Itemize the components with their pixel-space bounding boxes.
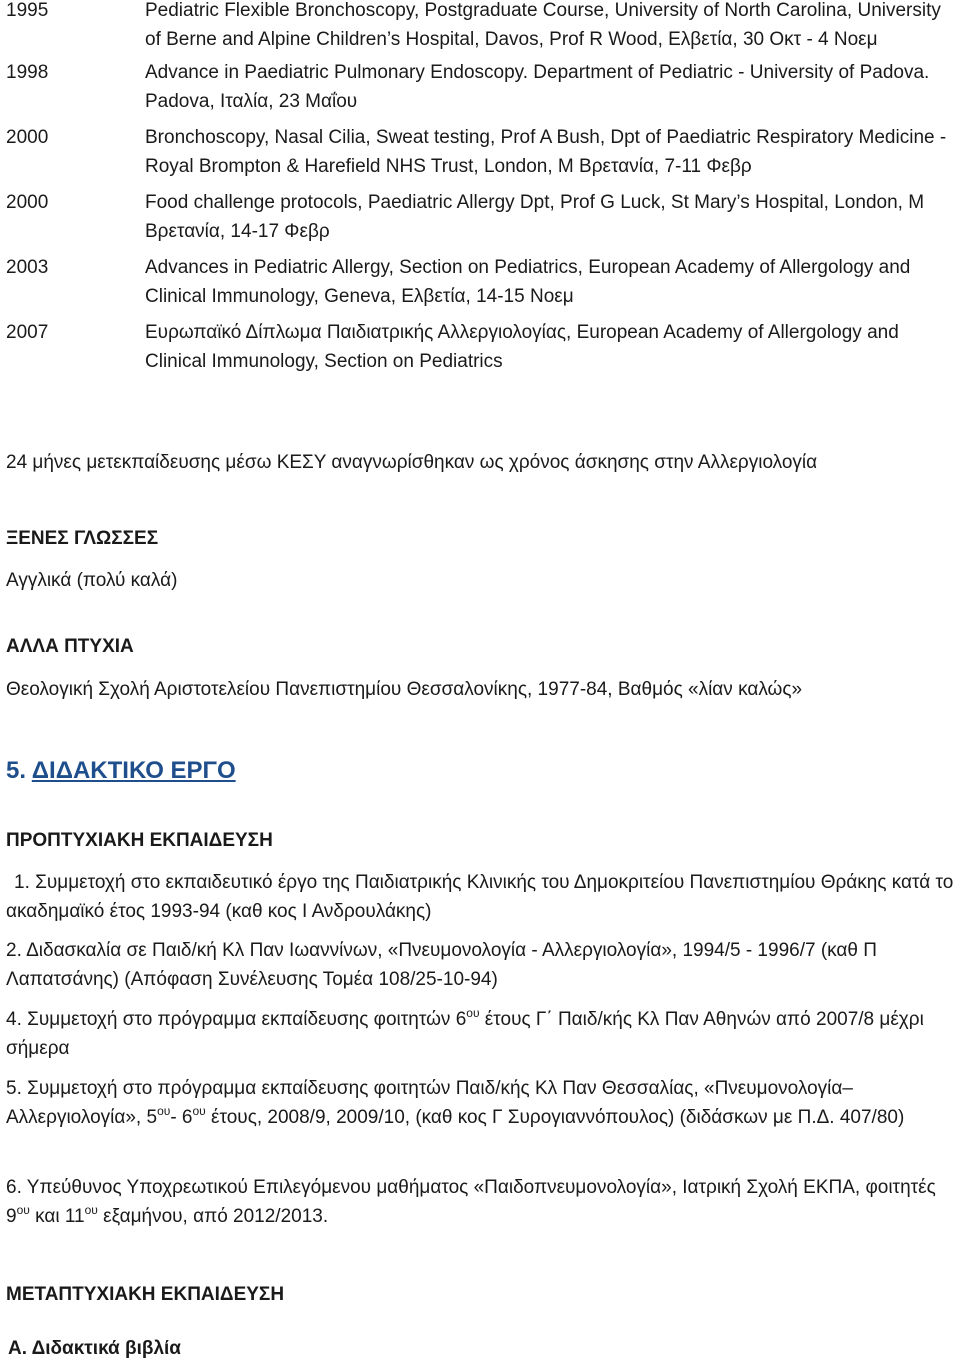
course-text: Food challenge protocols, Paediatric Allergy Dpt, Prof G Luck, St Mary’s Hospital, London, Μ Βρετανία, 14-17 Φεβρ — [145, 192, 925, 242]
course-year: 2000 — [6, 192, 49, 213]
course-year: 1995 — [6, 0, 49, 21]
languages-text: Αγγλικά (πολύ καλά) — [6, 570, 178, 591]
course-text: Bronchoscopy, Nasal Cilia, Sweat testing, Prof A Bush, Dpt of Paediatric Respiratory Medicine - Royal Brompton & Harefield NHS Trust, London, Μ Βρετανία, 7-11 Φεβρ — [145, 127, 947, 177]
undergrad-item-1: 1. Συμμετοχή στο εκπαιδευτικό έργο της Παιδιατρικής Κλινικής του Δημοκριτείου Πανεπιστημίου Θράκης κατά το ακαδημαϊκό έτος 1993-94 (καθ κος Ι Ανδρουλάκης) — [6, 872, 954, 922]
undergrad-item-6: 6. Υπεύθυνος Υποχρεωτικού Επιλεγόμενου μαθήματος «Παιδοπνευμονολογία», Ιατρική Σχολή ΕΚΠΑ, φοιτητές $9^{o\upsilon}$ και $11^{o\upsilon}$ εξαμήνου, από 2012/2013. — [6, 1177, 936, 1227]
postgrad-heading: ΜΕΤΑΠΤΥΧΙΑΚΗ ΕΚΠΑΙΔΕΥΣΗ — [6, 1284, 285, 1305]
course-entry — [6, 0, 956, 54]
undergrad-item-5: 5. Συμμετοχή στο πρόγραμμα εκπαίδευσης φοιτητών Παιδ/κής Κλ Παν Θεσσαλίας, «Πνευμονολογία– Αλλεργιολογία», $5^{o\upsilon}-$ $6^{o\upsilon}$ έτους, 2008/9, 2009/10, (καθ κος Γ Συρογιαννόπουλος) (διδάσκων με Π.Δ. 407/80) — [6, 1078, 905, 1128]
postgrad-subheading: Α. Διδακτικά βιβλία — [8, 1338, 181, 1359]
course-year: 2003 — [6, 257, 49, 278]
course-entry — [6, 188, 956, 246]
other-degrees-text: Θεολογική Σχολή Αριστοτελείου Πανεπιστημίου Θεσσαλονίκης, 1977-84, Βαθμός «λίαν καλώς» — [6, 679, 803, 700]
course-year: 1998 — [6, 62, 49, 83]
undergrad-item-4: 4. Συμμετοχή στο πρόγραμμα εκπαίδευσης φοιτητών $6^{o\upsilon}$ έτους Γ΄ Παιδ/κής Κλ Παν Αθηνών από 2007/8 μέχρι σήμερα — [6, 1006, 924, 1059]
course-text: Advances in Pediatric Allergy, Section on Pediatrics, European Academy of Allergology and Clinical Immunology, Geneva, Ελβετία, 14-15 Νοεμ — [145, 257, 911, 307]
course-entry — [6, 318, 956, 376]
course-year: 2000 — [6, 127, 49, 148]
course-entry — [6, 58, 956, 116]
section-title-text: ΔΙΔΑΚΤΙΚΟ ΕΡΓΟ — [31, 757, 236, 784]
training-note: 24 μήνες μετεκπαίδευσης μέσω ΚΕΣΥ αναγνωρίσθηκαν ως χρόνος άσκησης στην Αλλεργιολογία — [6, 452, 818, 473]
course-entry — [6, 253, 956, 311]
course-text: Ευρωπαϊκό Δίπλωμα Παιδιατρικής Αλλεργιολογίας, European Academy of Allergology and Clinical Immunology, Section on Pediatrics — [145, 322, 899, 372]
course-year: 2007 — [6, 322, 49, 343]
undergrad-heading: ΠΡΟΠΤΥΧΙΑΚΗ ΕΚΠΑΙΔΕΥΣΗ — [6, 830, 273, 851]
course-text: Advance in Paediatric Pulmonary Endoscopy. Department of Pediatric - University of Padova. Padova, Ιταλία, 23 Μαΐου — [145, 62, 930, 112]
section-title — [6, 754, 956, 788]
course-entry — [6, 123, 956, 181]
other-degrees-heading: ΑΛΛΑ ΠΤΥΧΙΑ — [6, 636, 134, 657]
course-text: Pediatric Flexible Bronchoscopy, Postgraduate Course, University of North Carolina, University of Berne and Alpine Children’s Hospital, Davos, Prof R Wood, Ελβετία, 30 Οκτ - 4 Νοεμ — [145, 0, 941, 50]
languages-heading: ΞΕΝΕΣ ΓΛΩΣΣΕΣ — [6, 528, 159, 549]
courses-list — [6, 0, 956, 376]
section-number: 5. — [6, 757, 32, 784]
undergrad-item-2: 2. Διδασκαλία σε Παιδ/κή Κλ Παν Ιωαννίνων, «Πνευμονολογία - Αλλεργιολογία», 1994/5 - 1996/7 (καθ Π Λαπατσάνης) (Απόφαση Συνέλευσης Τομέα 108/25-10-94) — [6, 940, 877, 990]
